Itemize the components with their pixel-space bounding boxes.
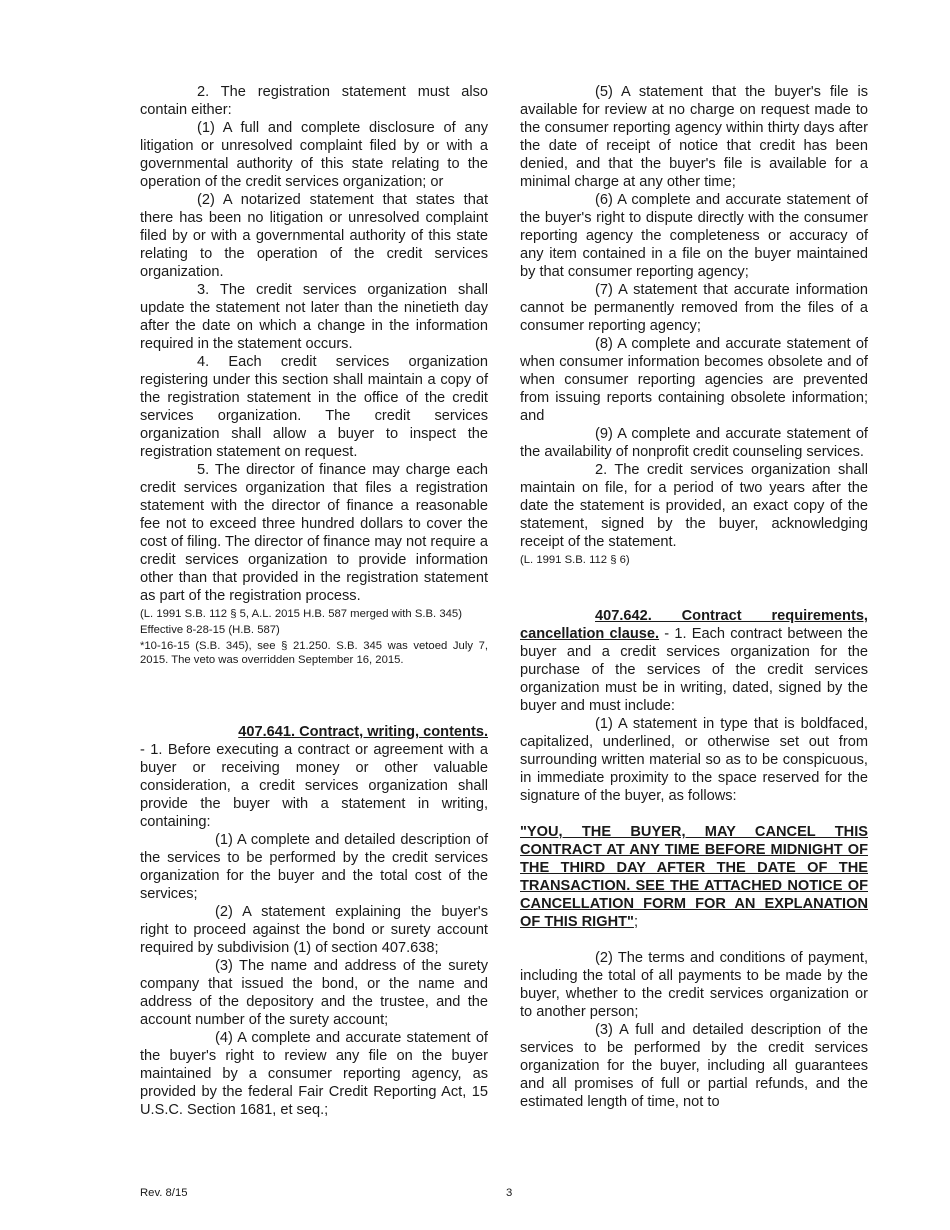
paragraph-maintain-file: 2. The credit services organization shall maintain on file, for a period of two years after the date the statement is provided, an exact copy of the statement, signed by the buyer, acknowledging receipt of the statement. xyxy=(520,462,868,550)
cancellation-notice xyxy=(520,823,868,931)
paragraph-maintain-copy: 4. Each credit services organization registering under this section shall maintain a copy of the registration statement in the office of the credit services organization. The credit services organization shall allow a buyer to inspect the registration statement on request. xyxy=(140,354,488,460)
notice-spacer xyxy=(520,931,868,949)
section-heading-407-641 xyxy=(140,723,488,741)
list-item-bond-right: (2) A statement explaining the buyer's right to proceed against the bond or surety account required by subdivision (1) of section 407.638; xyxy=(140,904,488,956)
section-spacer xyxy=(520,567,868,607)
veto-note: *10-16-15 (S.B. 345), see § 21.250. S.B. 345 was vetoed July 7, 2015. The veto was overridden September 16, 2015. xyxy=(140,640,488,666)
paragraph-update-statement: 3. The credit services organization shall update the statement not later than the ninetieth day after the date on which a change in the information required in the statement occurs. xyxy=(140,282,488,352)
cancellation-notice-tail: ; xyxy=(633,914,638,930)
paragraph-registration-contents: 2. The registration statement must also contain either: xyxy=(140,84,488,118)
revision-label: Rev. 8/15 xyxy=(140,1187,188,1199)
paragraph-notarized-statement: (2) A notarized statement that states that there has been no litigation or unresolved complaint filed by or with a governmental authority of this state relating to the operation of the credit services organization. xyxy=(140,192,488,280)
page-number: 3 xyxy=(506,1187,513,1199)
section-intro: - 1. Each contract between the buyer and a credit services organization for the purchase of the services of the credit services organization must be in writing, dated, signed by the buyer and must include: xyxy=(520,626,868,714)
history-note: (L. 1991 S.B. 112 § 6) xyxy=(520,554,630,566)
effective-date-note: Effective 8-28-15 (H.B. 587) xyxy=(140,624,280,636)
list-item-counseling: (9) A complete and accurate statement of the availability of nonprofit credit counseling services. xyxy=(520,426,868,460)
list-item-dispute-right: (6) A complete and accurate statement of the buyer's right to dispute directly with the consumer reporting agency the completeness or accuracy of any item contained in a file on the buyer maintained by that consumer reporting agency; xyxy=(520,192,868,280)
notice-spacer xyxy=(520,805,868,823)
left-column xyxy=(140,83,488,1119)
paragraph-director-fee: 5. The director of finance may charge each credit services organization that files a registration statement with the director of finance a reasonable fee not to exceed three hundred dollars to cover the cost of filing. The director of finance may not require a credit services organization to provide information other than that provided in the registration statement as part of the registration process. xyxy=(140,462,488,604)
list-item-surety-info: (3) The name and address of the surety company that issued the bond, or the name and address of the depository and the trustee, and the account number of the surety account; xyxy=(140,958,488,1028)
paragraph-disclosure-litigation: (1) A full and complete disclosure of any litigation or unresolved complaint filed by or with a governmental authority of this state relating to the operation of the credit services organization; or xyxy=(140,120,488,190)
right-column xyxy=(520,83,868,1111)
list-item-file-available: (5) A statement that the buyer's file is available for review at no charge on request made to the consumer reporting agency within thirty days after the date of receipt of notice that credit has been denied, and that the buyer's file is available for a minimal charge at any other time; xyxy=(520,84,868,190)
section-intro: - 1. Before executing a contract or agreement with a buyer or receiving money or other valuable consideration, a credit services organization shall provide the buyer with a statement in writing, containing: xyxy=(140,742,488,830)
list-item-conspicuous-statement: (1) A statement in type that is boldfaced, capitalized, underlined, or otherwise set out from surrounding written material so as to be conspicuous, in immediate proximity to the space reserved for the signature of the buyer, as follows: xyxy=(520,716,868,804)
section-spacer xyxy=(140,667,488,723)
list-item-accurate-info: (7) A statement that accurate information cannot be permanently removed from the files of a consumer reporting agency; xyxy=(520,282,868,334)
list-item-payment-terms: (2) The terms and conditions of payment, including the total of all payments to be made by the buyer, whether to the credit services organization or to another person; xyxy=(520,950,868,1020)
list-item-services-detail: (3) A full and detailed description of the services to be performed by the credit services organization for the buyer, including all guarantees and all promises of full or partial refunds, and the estimated length of time, not to xyxy=(520,1022,868,1110)
list-item-review-file: (4) A complete and accurate statement of the buyer's right to review any file on the buyer maintained by a consumer reporting agency, as provided by the federal Fair Credit Reporting Act, 15 U.S.C. Section 1681, et seq.; xyxy=(140,1030,488,1118)
cancellation-notice-text: "YOU, THE BUYER, MAY CANCEL THIS CONTRACT AT ANY TIME BEFORE MIDNIGHT OF THE THIRD DAY AFTER THE DATE OF THE TRANSACTION. SEE THE ATTACHED NOTICE OF CANCELLATION FORM FOR AN EXPLANATION OF THIS RIGHT" xyxy=(520,824,868,930)
list-item-services-description: (1) A complete and detailed description of the services to be performed by the credit services organization for the buyer and the total cost of the services; xyxy=(140,832,488,902)
section-title: 407.641. Contract, writing, contents. xyxy=(238,724,488,740)
history-note: (L. 1991 S.B. 112 § 5, A.L. 2015 H.B. 587 merged with S.B. 345) xyxy=(140,608,462,620)
section-heading-407-642 xyxy=(520,607,868,715)
list-item-obsolete-info: (8) A complete and accurate statement of when consumer information becomes obsolete and of when consumer reporting agencies are prevented from issuing reports containing obsolete information; and xyxy=(520,336,868,424)
section-title: 407.642. Contract requirements, cancellation clause. xyxy=(520,608,868,642)
